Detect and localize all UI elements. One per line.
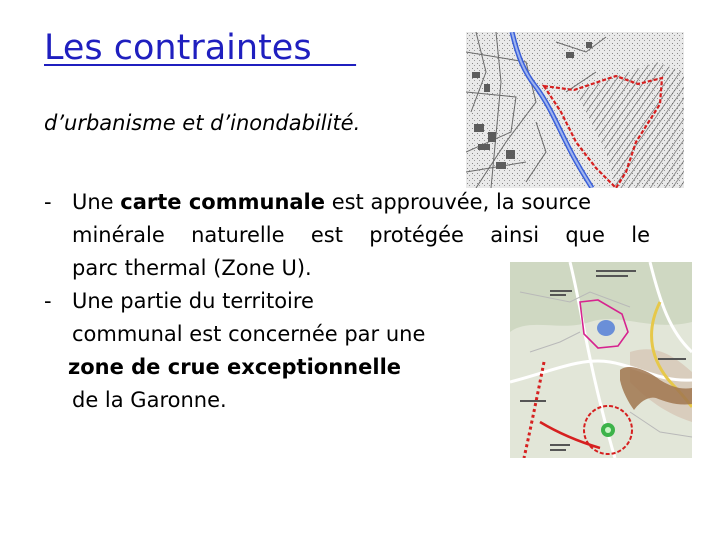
- slide-title: Les contraintes: [44, 28, 357, 68]
- bullet-text: de la Garonne.: [72, 388, 227, 412]
- bullet-text: parc thermal (Zone U).: [72, 256, 312, 280]
- bullet-dash: -: [44, 190, 52, 214]
- bullet-text: Une: [72, 190, 121, 214]
- bullet-dash: -: [44, 289, 52, 313]
- bullet-1-line-1: [44, 186, 684, 219]
- bullet-1-line-2: [44, 219, 684, 252]
- bullet-text: est approuvée, la source: [325, 190, 592, 214]
- topographic-map-image: [466, 32, 684, 188]
- slide-subtitle: d’urbanisme et d’inondabilité.: [44, 111, 361, 135]
- bullet-text: Une partie du territoire: [72, 289, 314, 313]
- zoning-map-image: [510, 262, 692, 458]
- bullet-text: communal est concernée par une: [72, 322, 426, 346]
- bullet-text: minérale naturelle est protégée ainsi que le: [72, 223, 650, 247]
- bullet-text-bold: carte communale: [120, 190, 326, 214]
- bullet-text-bold: zone de crue exceptionnelle: [68, 355, 402, 379]
